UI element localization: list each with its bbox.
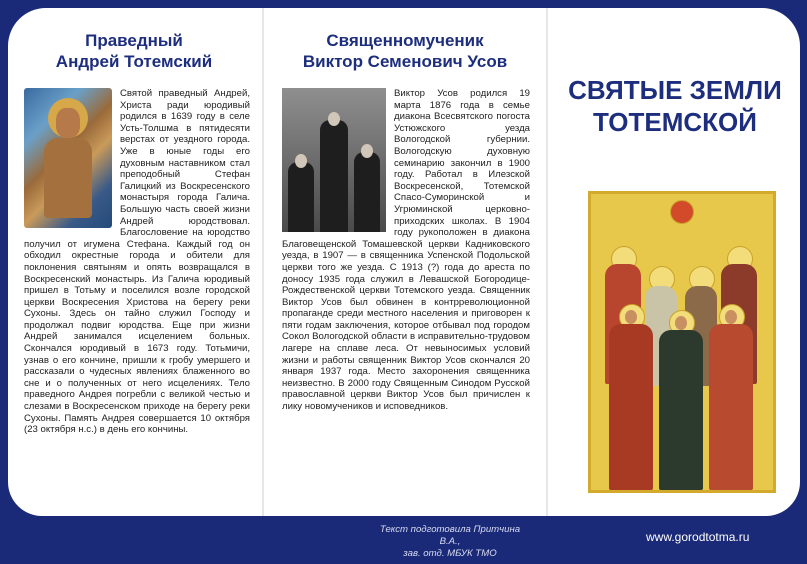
cover-title-line2: ТОТЕМСКОЙ [593, 107, 757, 137]
cover-title-line1: СВЯТЫЕ ЗЕМЛИ [568, 75, 782, 105]
fold-line [262, 8, 264, 516]
andrei-biography: Святой праведный Андрей, Христа ради юродивый родился в 1639 году в селе Усть-Толшма в пятидесяти верстах от уездного города. Уже в юные годы его духовным наставником стал преподобный Стефан Галицкий из Воскресенского монастыря города Галича. Большую часть своей жизни Андрей юродствовал. Благословение на юродство получил от игумена Стефана. Каждый год он обходил окрестные города и обители для поклонения святыням и опять возвращался в Воскресенский монастырь. Из Галича юродивый пришел в Тотьму и поселился возле городской церкви Воскресения Христова на берегу реки Сухоны. Здесь он тайно служил Господу и продолжал подвиг юродства. Еще при жизни Андрей занимался исцелением больных. Скончался юродивый в 1673 году. Тотьмичи, узнав о его кончине, пришли к гробу умершего и рассказали о чудесных явлениях блаженного во сне и о полученных от него исцелениях. Тело праведного Андрея погребли с великой честью и слезами в Воскресенском приходе на берегу реки Сухоны. Память Андрея совершается 10 октября (23 октября н.с.) в день его кончины. [24, 88, 250, 436]
footer-credit [370, 524, 530, 560]
panel-cover [550, 8, 800, 516]
saints-icon-image [588, 191, 776, 493]
andrei-icon-image [24, 88, 112, 228]
panel-viktor-usov [266, 8, 544, 516]
usov-group-photo [282, 88, 386, 232]
andrei-title-line2: Андрей Тотемский [55, 52, 213, 71]
cover-title [550, 74, 800, 138]
usov-title [266, 8, 544, 72]
credit-line2: зав. отд. МБУК ТМО [403, 548, 497, 559]
andrei-title-line1: Праведный [85, 31, 183, 50]
usov-title-line1: Священномученик [326, 31, 484, 50]
usov-text-block [282, 88, 530, 413]
fold-line [546, 8, 548, 516]
usov-title-line2: Виктор Семенович Усов [302, 52, 508, 71]
brochure-sheet [8, 8, 800, 516]
andrei-text-block [24, 88, 250, 436]
panel-andrei-totemsky [8, 8, 260, 516]
credit-line1: Текст подготовила Притчина В.А., [379, 524, 521, 547]
website-url[interactable]: www.gorodtotma.ru [646, 530, 750, 544]
usov-biography: Виктор Усов родился 19 марта 1876 года в семье диакона Всесвятского погоста Устюжского уезда Вологодской губернии. Вологодскую духовную семинарию закончил в 1900 году. Работал в Илезской Воскресенской, Тотемской Спасо-Суморинской и Угрюминской церковно-приходских школах. В 1904 году рукоположен в диакона Благовещенской Томашевской церкви Кадниковского уезда, в 1907 — в священника Успенской Подольской церкви того же уезда. С 1913 (?) года до ареста по доносу 1935 года служил в Левашской Богородице-Рождественской церкви Тотемского уезда. Священник Виктор Усов был обвинен в контрреволюционной пропаганде среди местного населения и приговорен к пяти годам заключения, которое отбывал под городом Сокол Вологодской области в исправительно-трудовом лагере на сплаве леса. От невыносимых условий жизни и работы священник Виктор Усов скончался 20 января 1937 года. Место захоронения священника неизвестно. В 2000 году Священным Синодом Русской православной церкви Виктор Усов был причислен к лику новомучеников и исповедников. [282, 88, 530, 413]
andrei-title [8, 8, 260, 72]
